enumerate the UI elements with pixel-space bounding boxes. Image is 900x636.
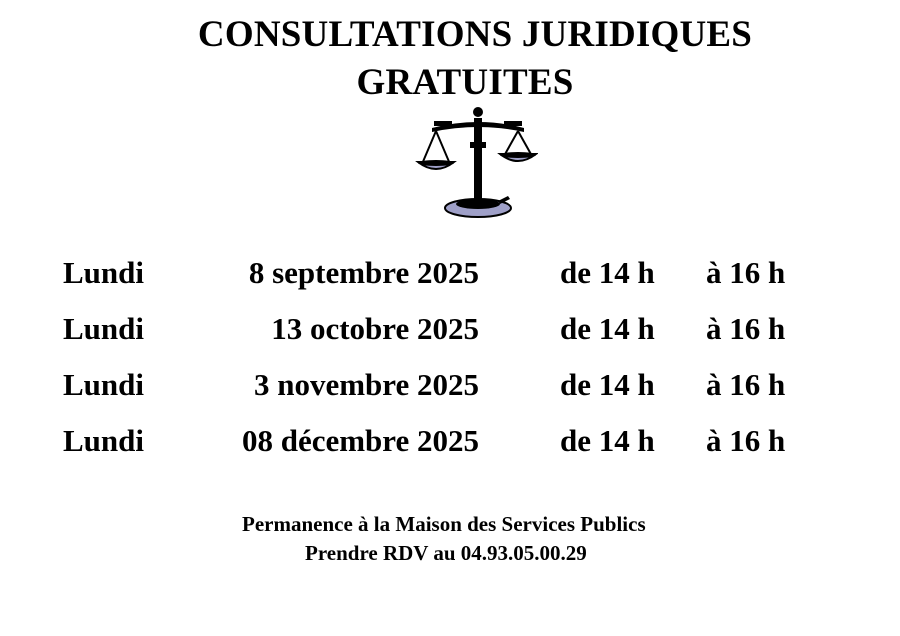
- schedule-date: 8 septembre 2025: [248, 255, 479, 290]
- schedule-row: [0, 360, 900, 410]
- schedule-start-time: de 14 h: [560, 423, 655, 458]
- schedule-row: [0, 248, 900, 298]
- schedule-date: 3 novembre 2025: [253, 367, 479, 402]
- schedule-date: 13 octobre 2025: [271, 311, 479, 346]
- schedule-start-time: de 14 h: [560, 311, 655, 346]
- schedule-end-time: à 16 h: [706, 423, 786, 458]
- schedule-day: Lundi: [63, 255, 145, 290]
- schedule-start-time: de 14 h: [560, 367, 655, 402]
- appointment-phone-note: Prendre RDV au 04.93.05.00.29: [305, 541, 587, 565]
- location-note: Permanence à la Maison des Services Publics: [242, 512, 646, 536]
- page-title-line-2: GRATUITES: [356, 62, 574, 103]
- schedule-row: [0, 416, 900, 466]
- schedule-start-time: de 14 h: [560, 255, 655, 290]
- schedule-day: Lundi: [63, 311, 145, 346]
- schedule-date: 08 décembre 2025: [241, 423, 479, 458]
- scales-of-justice-icon: [412, 104, 538, 222]
- page-title-line-1: CONSULTATIONS JURIDIQUES: [197, 14, 753, 55]
- schedule-end-time: à 16 h: [706, 311, 786, 346]
- schedule-day: Lundi: [63, 423, 145, 458]
- schedule-day: Lundi: [63, 367, 145, 402]
- schedule-end-time: à 16 h: [706, 367, 786, 402]
- schedule-row: [0, 304, 900, 354]
- schedule-end-time: à 16 h: [706, 255, 786, 290]
